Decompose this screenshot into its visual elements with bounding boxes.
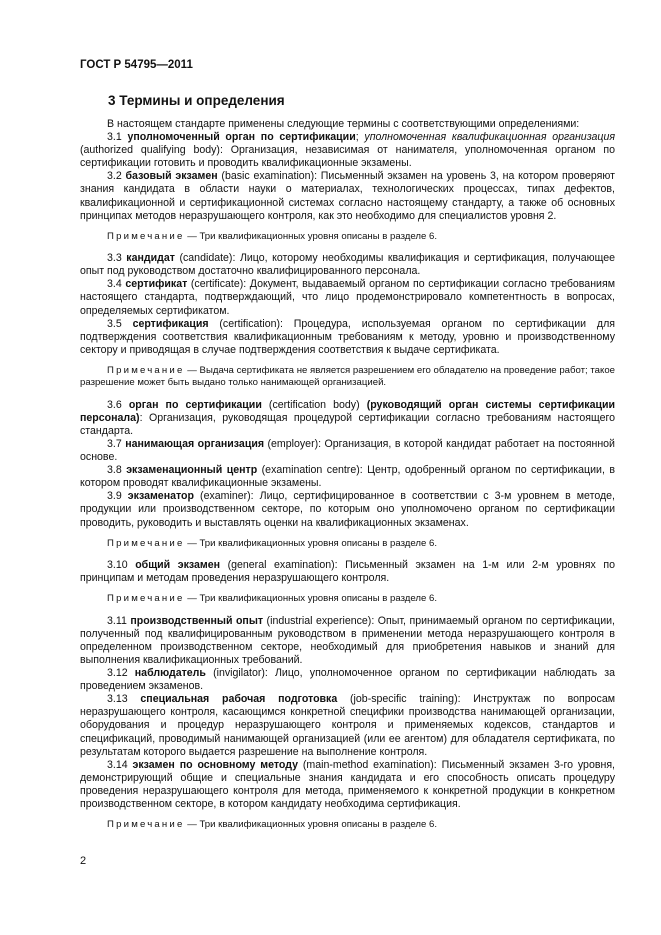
term-3-8: 3.8 экзаменационный центр (examination centre): Центр, одобренный органом по сертификации, в котором проводят квалификационные экзамены. <box>80 464 615 490</box>
note-levels-4: Примечание — Три квалификационных уровня описаны в разделе 6. <box>107 819 437 831</box>
intro-paragraph: В настоящем стандарте применены следующие термины с соответствующими определениями: <box>107 118 580 130</box>
term-3-6: 3.6 орган по сертификации (certification body) (руководящий орган системы сертификации персонала): Организация, руководящая процедурой сертификации согласно требованиям настоящего стандарта. <box>80 398 616 437</box>
page-number: 2 <box>80 855 87 867</box>
note-levels-1: Примечание — Три квалификационных уровня описаны в разделе 6. <box>107 230 437 242</box>
term-3-7: 3.7 нанимающая организация (employer): Организация, в которой кандидат работает на постоянной основе. <box>80 438 615 464</box>
section-title: 3 Термины и определения <box>108 93 285 108</box>
note-levels-3: Примечание — Три квалификационных уровня описаны в разделе 6. <box>107 593 437 605</box>
term-3-9: 3.9 экзаменатор (examiner): Лицо, сертифицированное в соответствии с 3-м уровнем в методе, продукции или производственном секторе, по которым оно уполномочено органом по сертификации проводить, руководить и выставлять оценки на квалификационных экзаменах. <box>80 490 615 529</box>
term-3-3: 3.3 кандидат (candidate): Лицо, которому необходимы квалификация и сертификация, получающее опыт под руководством достаточно квалифицированного персонала. <box>80 252 615 278</box>
term-3-12: 3.12 наблюдатель (invigilator): Лицо, уполномоченное органом по сертификации наблюдать за проведением экзаменов. <box>80 667 615 693</box>
term-3-10: 3.10 общий экзамен (general examination): Письменный экзамен на 1-м или 2-м уровнях по принципам и методам проведения неразрушающего контроля. <box>80 559 615 585</box>
term-3-13: 3.13 специальная рабочая подготовка (job-specific training): Инструктаж по вопросам неразрушающего контроля, касающимся конкретной специфики производства нанимающей организации, оборудования и процедур неразрушающего контроля и применяемых кодексов, стандартов и спецификаций, проводимый нанимающей организацией (или ее агентом) для обладателя сертификата, по результатам которого выдается разрешение на выполнение контроля. <box>80 693 616 758</box>
term-3-2: 3.2 базовый экзамен (basic examination): Письменный экзамен на уровень 3, на котором проверяют знания кандидата в области науки о материалах, технологических процессах, типах дефектов, квалификационной и сертификационной системах согласно настоящему стандарту, а также об основных принципах методов неразрушающего контроля, как это необходимо для специалистов уровня 2. <box>80 170 615 222</box>
note-certificate: Примечание — Выдача сертификата не является разрешением его обладателю на проведение работ; такое разрешение может быть выдано только нанимающей организацией. <box>80 364 615 389</box>
term-3-1: 3.1 уполномоченный орган по сертификации; уполномоченная квалификационная организация (authorized qualifying body): Организация, независимая от нанимателя, уполномоченная органом по сертификации готовить и проводить квалификационные экзамены. <box>80 131 616 170</box>
document-body <box>80 118 615 840</box>
document-header: ГОСТ Р 54795—2011 <box>80 59 193 71</box>
term-3-5: 3.5 сертификация (certification): Процедура, используемая органом по сертификации для подтверждения соответствия квалификационным требованиям к методу, уровню и производственному сектору и приводящая в случае подтверждения соответствия к выдаче сертификата. <box>80 317 615 356</box>
term-3-14: 3.14 экзамен по основному методу (main-method examination): Письменный экзамен 3-го уровня, демонстрирующий общие и специальные знания кандидата и его способность описать процедуру проведения неразрушающего контроля для метода, применяемого к конкретной продукции в конкретном производственном секторе, в котором кандидату необходима сертификация. <box>80 758 615 810</box>
note-levels-2: Примечание — Три квалификационных уровня описаны в разделе 6. <box>107 537 437 549</box>
term-3-11: 3.11 производственный опыт (industrial experience): Опыт, принимаемый органом по сертификации, полученный под квалифицированным руководством в применении метода неразрушающего контроля в определенном производственном секторе, необходимый для приобретения навыков и знаний для выполнения квалификационных требований. <box>80 614 615 666</box>
term-3-4: 3.4 сертификат (certificate): Документ, выдаваемый органом по сертификации согласно требованиям настоящего стандарта, подтверждающий, что лицо продемонстрировало компетентность в вопросах, определяемых сертификатом. <box>80 278 615 317</box>
